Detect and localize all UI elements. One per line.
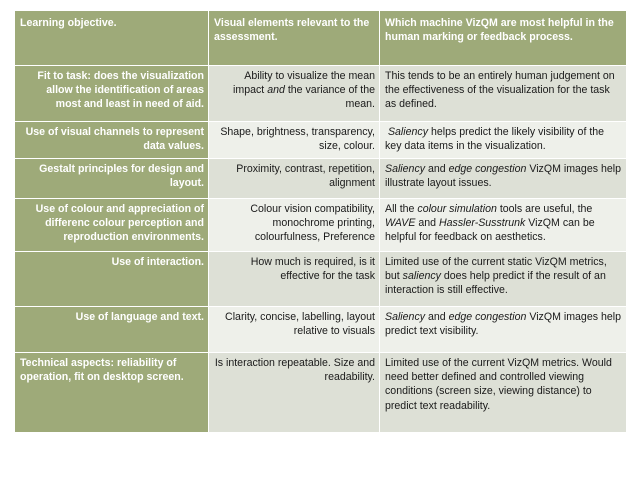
table-row <box>15 199 627 252</box>
objective-cell: Gestalt principles for design and layout. <box>15 159 209 199</box>
vizqm-text: helps predict the likely visibility of the key data items in the visualization. <box>385 126 605 153</box>
objective-cell: Use of language and text. <box>15 307 209 353</box>
vizqm-emphasis: colour simulation <box>417 203 497 215</box>
vizqm-cell <box>380 199 627 252</box>
header-visual-elements: Visual elements relevant to the assessment. <box>209 11 380 66</box>
table-row <box>15 307 627 353</box>
vizqm-cell: Limited use of the current VizQM metrics. Would need better defined and controlled viewing conditions (screen size, viewing distance) to predict text readability. <box>380 353 627 433</box>
header-learning-objective: Learning objective. <box>15 11 209 66</box>
visual-text: the variance of the mean. <box>284 84 375 111</box>
vizqm-cell <box>380 307 627 353</box>
vizqm-emphasis: WAVE <box>385 217 416 230</box>
header-row <box>15 11 627 66</box>
vizqm-text: and <box>425 311 449 323</box>
visual-elements-cell: Is interaction repeatable. Size and readability. <box>209 353 380 433</box>
visual-elements-cell: Shape, brightness, transparency, size, colour. <box>209 122 380 159</box>
vizqm-emphasis: edge congestion <box>448 163 527 175</box>
vizqm-emphasis: Saliency <box>385 163 426 175</box>
vizqm-cell <box>380 159 627 199</box>
table-row <box>15 353 627 433</box>
header-vizqm: Which machine VizQM are most helpful in the human marking or feedback process. <box>380 11 627 66</box>
objective-cell: Use of interaction. <box>15 252 209 307</box>
visual-elements-cell <box>209 66 380 122</box>
vizqm-cell <box>380 252 627 307</box>
vizqm-emphasis: saliency <box>402 270 441 283</box>
objective-cell: Use of colour and appreciation of differenc colour perception and reproduction environments. <box>15 199 209 252</box>
visual-emphasis: and <box>267 84 285 97</box>
table-row <box>15 66 627 122</box>
visual-elements-cell: Clarity, concise, labelling, layout relative to visuals <box>209 307 380 353</box>
table-row <box>15 159 627 199</box>
vizqm-emphasis: Saliency <box>387 126 428 138</box>
vizqm-emphasis: Saliency <box>385 311 426 323</box>
vizqm-cell: This tends to be an entirely human judgement on the effectiveness of the visualization for the task as defined. <box>380 66 627 122</box>
visual-elements-cell: Proximity, contrast, repetition, alignment <box>209 159 380 199</box>
table-row <box>15 252 627 307</box>
vizqm-text: and <box>425 163 449 175</box>
vizqm-text: VizQM images help illustrate layout issues. <box>385 163 621 190</box>
visual-text: Ability to visualize the mean impact <box>233 70 375 97</box>
assessment-table <box>14 10 627 433</box>
vizqm-cell <box>380 122 627 159</box>
objective-cell: Technical aspects: reliability of operation, fit on desktop screen. <box>15 353 209 433</box>
visual-elements-cell: Colour vision compatibility, monochrome printing, colourfulness, Preference <box>209 199 380 252</box>
vizqm-text: tools are useful, the <box>496 203 593 215</box>
visual-elements-cell: How much is required, is it effective for the task <box>209 252 380 307</box>
vizqm-text: and <box>415 217 439 230</box>
vizqm-emphasis: edge congestion <box>448 311 527 323</box>
vizqm-text: does help predict if the result of an interaction is still effective. <box>385 270 606 297</box>
objective-cell: Use of visual channels to represent data values. <box>15 122 209 159</box>
vizqm-emphasis: Hassler-Susstrunk <box>438 217 526 230</box>
objective-cell: Fit to task: does the visualization allow the identification of areas most and least in need of aid. <box>15 66 209 122</box>
vizqm-text: Limited use of the current static VizQM metrics, but <box>385 256 607 283</box>
vizqm-text: VizQM can be helpful for feedback on aesthetics. <box>385 217 595 244</box>
vizqm-text: VizQM images help predict text visibility. <box>385 311 621 338</box>
vizqm-text: All the <box>385 203 418 215</box>
table-row <box>15 122 627 159</box>
